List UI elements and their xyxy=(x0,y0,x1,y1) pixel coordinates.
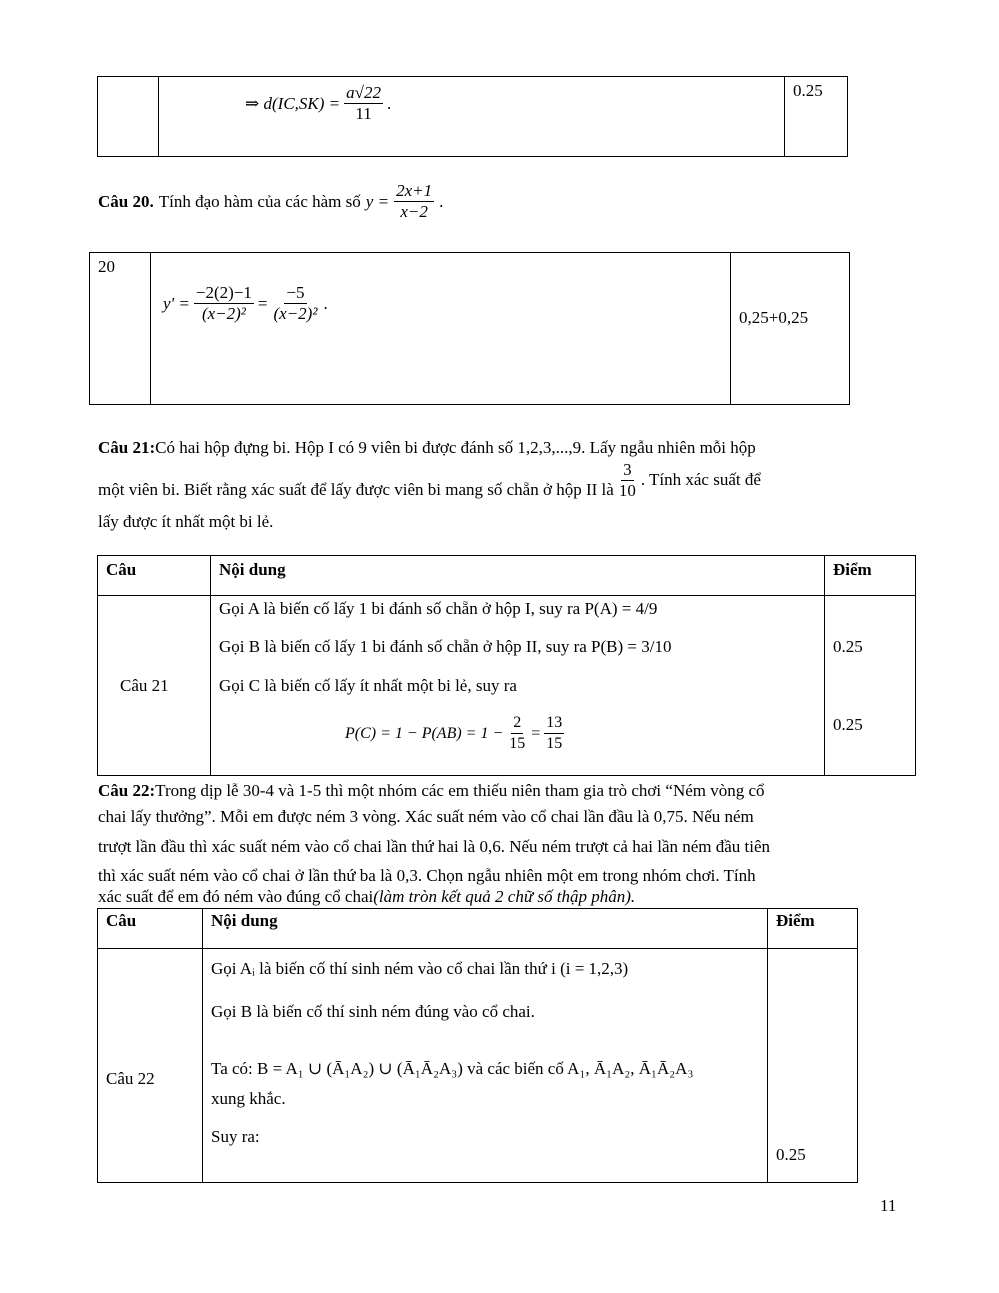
page-number: 11 xyxy=(880,1196,897,1215)
q21-table xyxy=(97,555,916,776)
q21-formula: P(C) = 1 − P(AB) = 1 − $\frac{2}{15}$ = $\frac{13}{15}$ xyxy=(345,714,563,752)
score: 0.25 xyxy=(793,81,823,100)
q22-cau-cell xyxy=(98,949,203,1183)
q22-line-2: chai lấy thưởng”. Mỗi em được ném 3 vòng. Xác suất ném vào cổ chai lần đầu là 0,75. Nếu ném xyxy=(98,807,754,826)
q21-cau-cell xyxy=(98,596,211,776)
distance-formula: ⇒ d(IC,SK) = $\frac{a√22}{11}$ . xyxy=(245,83,392,123)
q21-row-2: Gọi B là biến cố lấy 1 bi đánh số chẵn ở hộp II, suy ra P(B) = 3/10 xyxy=(219,637,672,656)
q22-line-5: xác suất để em đó ném vào đúng cổ chai(làm tròn kết quả 2 chữ số thập phân). xyxy=(98,887,636,906)
formula-lhs: ⇒ d(IC,SK) = xyxy=(245,93,341,113)
q21-header-diem: Điểm xyxy=(825,556,916,596)
top-table-score-cell xyxy=(785,77,848,157)
q21-row-3: Gọi C là biến cố lấy ít nhất một bi lẻ, suy ra xyxy=(219,676,517,695)
q21-fraction: $\frac{3}{10}$ xyxy=(618,460,636,500)
q22-row-4: xung khắc. xyxy=(211,1089,286,1108)
q22-row-2: Gọi B là biến cố thí sinh ném đúng vào cổ chai. xyxy=(211,1002,535,1021)
top-table-content-cell xyxy=(159,77,785,157)
derivative-fraction-1: $\frac{-2(2)-1}{\text{(x−2)²}}$ xyxy=(195,283,252,323)
q21-row-1: Gọi A là biến cố lấy 1 bi đánh số chẵn ở hộp I, suy ra P(A) = 4/9 xyxy=(219,599,658,618)
q21-score-cell xyxy=(825,596,916,776)
q20-score-cell xyxy=(731,253,850,405)
q22-header-cau: Câu xyxy=(98,909,203,949)
q21-line-2: một viên bi. Biết rằng xác suất để lấy được viên bi mang số chẵn ở hộp II là $\frac{3}{10}$ . Tính xác suất để xyxy=(98,460,761,500)
q21-score-2: 0.25 xyxy=(833,715,863,734)
q20-statement: Câu 20. Tính đạo hàm của các hàm số y = $\frac{2x+1}{x-2}$ . xyxy=(98,181,444,221)
formula-fraction xyxy=(344,83,383,124)
q21-content-cell xyxy=(211,596,825,776)
q22-line-1: Câu 22:Trong dịp lễ 30-4 và 1-5 thì một nhóm các em thiếu niên tham gia trò chơi “Ném vòng cổ xyxy=(98,781,765,800)
derivative-lhs: y' = xyxy=(163,293,190,313)
q21-header-noidung: Nội dung xyxy=(211,556,825,596)
q22-label: Câu 22: xyxy=(98,781,156,800)
q22-score: 0.25 xyxy=(776,1145,806,1164)
q20-table xyxy=(89,252,850,405)
formula-num: a√22 xyxy=(346,83,381,102)
q20-func-fraction: $\frac{2x+1}{x-2}$ xyxy=(396,181,433,221)
q22-header-diem: Điểm xyxy=(768,909,858,949)
top-table-num-cell xyxy=(98,77,159,157)
q21-label: Câu 21: xyxy=(98,438,156,457)
q21-cau: Câu 21 xyxy=(120,676,169,695)
q22-content-cell xyxy=(203,949,768,1183)
q21-line-3: lấy được ít nhất một bi lẻ. xyxy=(98,512,274,531)
formula-den: 11 xyxy=(355,104,372,123)
q21-score-1: 0.25 xyxy=(833,637,863,656)
q20-text: Tính đạo hàm của các hàm số xyxy=(158,191,361,211)
q21-line-1 xyxy=(98,437,756,459)
q20-num: 20 xyxy=(98,257,115,276)
q22-line-4: thì xác suất ném vào cổ chai ở lần thứ ba là 0,3. Chọn ngẫu nhiên một em trong nhóm chơi. Tính xyxy=(98,866,756,885)
q22-score-cell xyxy=(768,949,858,1183)
q20-score: 0,25+0,25 xyxy=(739,308,809,327)
q20-label: Câu 20. xyxy=(98,191,154,211)
q22-line-3: trượt lần đầu thì xác suất ném vào cổ chai lần thứ hai là 0,6. Nếu ném trượt cả hai lần ném đầu tiên xyxy=(98,837,771,856)
q22-row-5: Suy ra: xyxy=(211,1127,260,1146)
q20-func-lhs: y = xyxy=(365,191,390,211)
q22-cau: Câu 22 xyxy=(106,1069,155,1088)
derivative-fraction-2: $\frac{-5}{\text{(x−2)²}}$ xyxy=(273,283,318,323)
q20-derivative: y' = $\frac{-2(2)-1}{\text{(x−2)²}}$ = $\frac{-5}{\text{(x−2)²}}$ . xyxy=(163,283,328,323)
q22-header-noidung: Nội dung xyxy=(203,909,768,949)
q22-row-3: Ta có: B = A₁ ∪ (Ā₁A₂) ∪ (Ā₁Ā₂A₃) và các biến cố A₁, Ā₁A₂, Ā₁Ā₂A₃ xyxy=(211,1059,694,1078)
q22-table xyxy=(97,908,858,1183)
q22-row-1: Gọi Aᵢ là biến cố thí sinh ném vào cổ chai lần thứ i (i = 1,2,3) xyxy=(211,959,629,978)
q21-line1-text: Có hai hộp đựng bi. Hộp I có 9 viên bi được đánh số 1,2,3,...,9. Lấy ngẫu nhiên mỗi hộp xyxy=(155,438,756,457)
q21-header-cau: Câu xyxy=(98,556,211,596)
top-table xyxy=(97,76,848,157)
q20-num-cell xyxy=(90,253,151,405)
q20-content-cell xyxy=(151,253,731,405)
